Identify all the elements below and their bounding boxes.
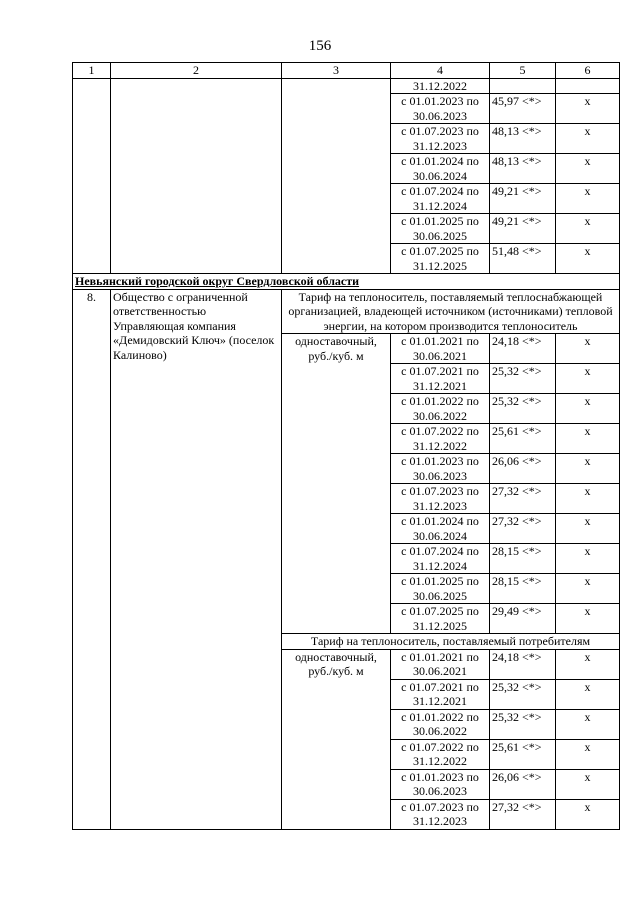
period-cell: с 01.07.2024 по 31.12.2024 xyxy=(391,544,490,574)
empty-value-cell xyxy=(490,78,556,94)
period-cell: с 01.07.2023 по 31.12.2023 xyxy=(391,124,490,154)
tariff-value-cell: 25,32 <*> xyxy=(490,679,556,709)
column-number: 6 xyxy=(556,63,620,79)
col6-cell: x xyxy=(556,214,620,244)
period-cell: с 01.07.2025 по 31.12.2025 xyxy=(391,244,490,274)
tariff-value-cell: 28,15 <*> xyxy=(490,544,556,574)
period-cell: с 01.07.2023 по 31.12.2023 xyxy=(391,484,490,514)
tariff-type-cell: одноставочный, руб./куб. м xyxy=(282,334,391,634)
period-cell: с 01.07.2022 по 31.12.2022 xyxy=(391,424,490,454)
period-cell: с 01.07.2024 по 31.12.2024 xyxy=(391,184,490,214)
tariff-value-cell: 48,13 <*> xyxy=(490,124,556,154)
col6-cell: x xyxy=(556,574,620,604)
col6-cell: x xyxy=(556,334,620,364)
col6-cell: x xyxy=(556,604,620,634)
col6-cell: x xyxy=(556,364,620,394)
column-number: 3 xyxy=(282,63,391,79)
tariff-value-cell: 27,32 <*> xyxy=(490,514,556,544)
col6-cell: x xyxy=(556,679,620,709)
col6-cell: x xyxy=(556,799,620,829)
col6-cell: x xyxy=(556,244,620,274)
col6-cell: x xyxy=(556,454,620,484)
tariff-value-cell: 25,32 <*> xyxy=(490,394,556,424)
col6-cell: x xyxy=(556,484,620,514)
column-number: 1 xyxy=(73,63,111,79)
section-title: Тариф на теплоноситель, поставляемый потребителям xyxy=(282,634,620,650)
period-cell: с 01.01.2021 по 30.06.2021 xyxy=(391,649,490,679)
period-cell: с 01.07.2021 по 31.12.2021 xyxy=(391,364,490,394)
tariff-value-cell: 27,32 <*> xyxy=(490,799,556,829)
col6-cell: x xyxy=(556,394,620,424)
empty-tariff-type-cell xyxy=(282,78,391,274)
column-number: 5 xyxy=(490,63,556,79)
period-cell: с 01.01.2023 по 30.06.2023 xyxy=(391,454,490,484)
period-cell: с 01.01.2023 по 30.06.2023 xyxy=(391,94,490,124)
col6-cell: x xyxy=(556,739,620,769)
col6-cell: x xyxy=(556,544,620,574)
organization-cell: Общество с ограниченной ответственностью Управляющая компания «Демидовский Ключ» (поселок Калиново) xyxy=(111,289,282,829)
period-cell: с 01.07.2023 по 31.12.2023 xyxy=(391,799,490,829)
empty-organization-cell xyxy=(111,78,282,274)
col6-cell: x xyxy=(556,709,620,739)
tariff-value-cell: 51,48 <*> xyxy=(490,244,556,274)
period-cell: с 01.01.2024 по 30.06.2024 xyxy=(391,514,490,544)
tariff-table xyxy=(72,62,620,830)
column-number: 4 xyxy=(391,63,490,79)
tariff-value-cell: 26,06 <*> xyxy=(490,769,556,799)
page-number: 156 xyxy=(308,38,332,54)
col6-cell: x xyxy=(556,424,620,454)
empty-number-cell xyxy=(73,78,111,274)
period-cell: с 01.01.2022 по 30.06.2022 xyxy=(391,394,490,424)
empty-col6-cell xyxy=(556,78,620,94)
tariff-value-cell: 27,32 <*> xyxy=(490,484,556,514)
column-number: 2 xyxy=(111,63,282,79)
tariff-value-cell: 49,21 <*> xyxy=(490,214,556,244)
period-cell: с 01.01.2024 по 30.06.2024 xyxy=(391,154,490,184)
col6-cell: x xyxy=(556,769,620,799)
period-cell: с 01.01.2025 по 30.06.2025 xyxy=(391,574,490,604)
period-cell: с 01.01.2021 по 30.06.2021 xyxy=(391,334,490,364)
tariff-value-cell: 25,61 <*> xyxy=(490,739,556,769)
col6-cell: x xyxy=(556,94,620,124)
tariff-value-cell: 25,32 <*> xyxy=(490,364,556,394)
tariff-value-cell: 25,32 <*> xyxy=(490,709,556,739)
tariff-value-cell: 26,06 <*> xyxy=(490,454,556,484)
tariff-value-cell: 45,97 <*> xyxy=(490,94,556,124)
tariff-value-cell: 29,49 <*> xyxy=(490,604,556,634)
col6-cell: x xyxy=(556,184,620,214)
col6-cell: x xyxy=(556,154,620,184)
col6-cell: x xyxy=(556,649,620,679)
col6-cell: x xyxy=(556,124,620,154)
period-cell: с 01.07.2021 по 31.12.2021 xyxy=(391,679,490,709)
period-cell: 31.12.2022 xyxy=(391,78,490,94)
tariff-value-cell: 25,61 <*> xyxy=(490,424,556,454)
section-title-row xyxy=(73,289,620,334)
tariff-value-cell: 24,18 <*> xyxy=(490,649,556,679)
district-title: Невьянский городской округ Свердловской области xyxy=(73,274,620,290)
district-row xyxy=(73,274,620,290)
tariff-type-cell: одноставочный, руб./куб. м xyxy=(282,649,391,829)
tariff-value-cell: 28,15 <*> xyxy=(490,574,556,604)
period-cell: с 01.01.2023 по 30.06.2023 xyxy=(391,769,490,799)
table-row xyxy=(73,78,620,94)
period-cell: с 01.01.2022 по 30.06.2022 xyxy=(391,709,490,739)
period-cell: с 01.07.2025 по 31.12.2025 xyxy=(391,604,490,634)
entry-number-cell: 8. xyxy=(73,289,111,829)
tariff-value-cell: 49,21 <*> xyxy=(490,184,556,214)
col6-cell: x xyxy=(556,514,620,544)
tariff-value-cell: 48,13 <*> xyxy=(490,154,556,184)
tariff-value-cell: 24,18 <*> xyxy=(490,334,556,364)
period-cell: с 01.01.2025 по 30.06.2025 xyxy=(391,214,490,244)
tariff-table-body xyxy=(73,63,620,830)
column-number-row xyxy=(73,63,620,79)
period-cell: с 01.07.2022 по 31.12.2022 xyxy=(391,739,490,769)
section-title: Тариф на теплоноситель, поставляемый теплоснабжающей организацией, владеющей источником (источниками) тепловой энергии, на котором производится теплоноситель xyxy=(282,289,620,334)
